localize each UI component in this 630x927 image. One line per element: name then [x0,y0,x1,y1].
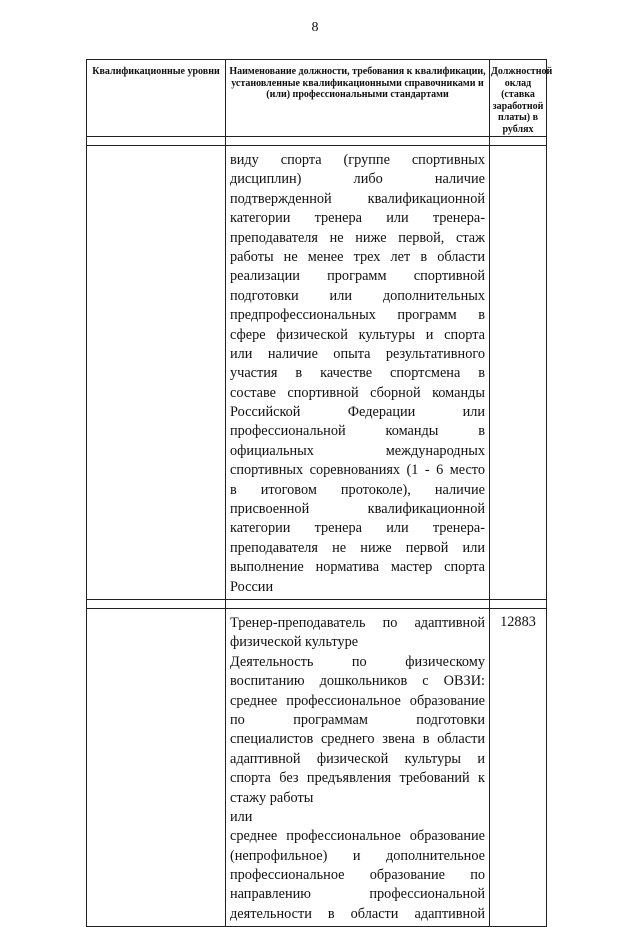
table-row [87,146,547,600]
text-line: дисциплин) либо наличие [230,171,485,188]
text-line: деятельности в области адаптивной [230,905,485,922]
qualification-level-cell [87,146,226,600]
text-line: профессиональное образование по [230,867,485,884]
text-line: участия в качестве спортсмена в [230,365,485,382]
text-line: подтвержденной квалификационной [230,190,485,207]
text-line: воспитанию дошкольников с ОВЗИ: [230,673,485,690]
table-row [87,608,547,926]
table-header-row [87,60,547,137]
text-line: по программам подготовки [230,711,485,728]
text-line: категории тренера или тренера- [230,520,485,537]
text-line: предпрофессиональных программ в [230,307,485,324]
text-line: или наличие опыта результативного [230,345,485,362]
requirements-cell [226,146,490,600]
text-line: России [230,578,274,595]
text-line: среднее профессиональное образование [230,692,485,709]
header-position-requirements: Наименование должности, требования к квалификации, установленные квалификационными справочниками и (или) профессиональными стандартами [226,60,490,137]
spacer-row [87,599,547,608]
header-salary: Должностной оклад (ставка заработной платы) в рублях [490,60,547,137]
requirements-cell [226,608,490,926]
text-line: Тренер-преподаватель по адаптивной [230,614,485,631]
text-line: в итоговом протоколе), наличие [230,481,485,498]
requirements-text [230,151,485,597]
text-line: спортивных соревнованиях (1 - 6 место [230,462,485,479]
text-line: категории тренера или тренера- [230,210,485,227]
text-line: направлению профессиональной [230,886,485,903]
salary-cell [490,146,547,600]
text-line: присвоенной квалификационной [230,501,485,518]
text-line: специалистов среднего звена в области [230,731,485,748]
text-line: адаптивной физической культуры и [230,750,485,767]
qualification-level-cell [87,608,226,926]
text-line: стажу работы [230,789,314,806]
text-line: Российской Федерации или [230,404,485,421]
text-line: физической культуре [230,634,359,651]
text-line: подготовки или дополнительных [230,287,485,304]
text-line: преподавателя не ниже первой, стаж [230,229,485,246]
salary-value: 12883 [500,613,536,630]
spacer-row [87,137,547,146]
text-line: профессиональной команды в [230,423,485,440]
text-line: Деятельность по физическому [230,653,485,670]
page-number: 8 [311,20,319,35]
salary-value [490,146,546,150]
text-line: спорта без предъявления требований к [230,770,485,787]
header-qualification-levels: Квалификационные уровни [87,60,226,137]
text-line: сфере физической культуры и спорта [230,326,485,343]
qualification-table [86,59,553,927]
text-line: или [230,808,253,825]
text-line: преподавателя не ниже первой или [230,539,485,556]
salary-cell [490,608,547,926]
text-line: (непрофильное) и дополнительное [230,847,485,864]
text-line: официальных международных [230,442,485,459]
text-line: реализации программ спортивной [230,268,485,285]
text-line: среднее профессиональное образование [230,828,485,845]
text-line: виду спорта (группе спортивных [230,152,485,168]
text-line: выполнение норматива мастер спорта [230,559,485,576]
text-line: работы не менее трех лет в области [230,248,485,265]
requirements-text [230,614,485,924]
text-line: составе спортивной сборной команды [230,384,485,401]
